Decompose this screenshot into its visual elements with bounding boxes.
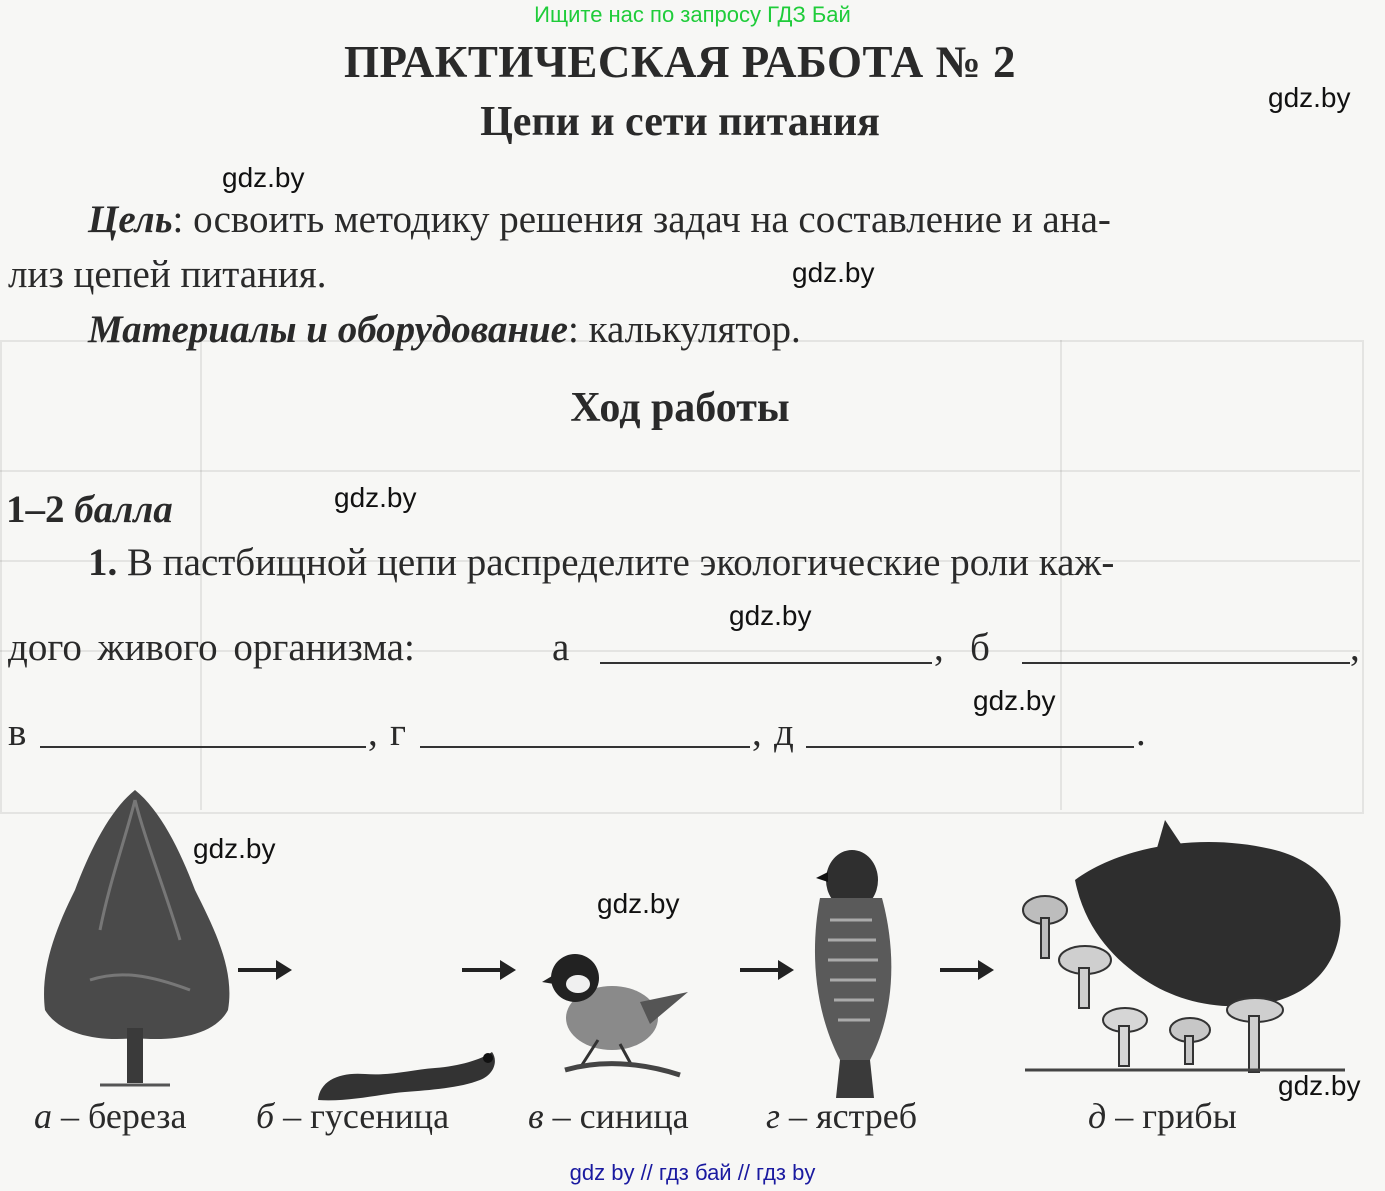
hawk-illustration xyxy=(800,840,910,1100)
goal-text: : освоить методику решения задач на составление и ана- xyxy=(172,198,1111,241)
blank-b[interactable] xyxy=(1022,662,1350,664)
caption-caterpillar: б – гусеница xyxy=(256,1096,450,1136)
caption-titmouse: в – синица xyxy=(528,1096,689,1136)
caption-letter: д xyxy=(1088,1096,1107,1136)
caption-letter: б xyxy=(256,1096,275,1136)
page-subtitle: Цепи и сети питания xyxy=(480,99,880,145)
goal-line-2: лиз цепей питания. xyxy=(8,253,327,296)
watermark: gdz.by xyxy=(222,162,305,193)
materials-label: Материалы и оборудование xyxy=(88,308,568,351)
caption-birch: а – береза xyxy=(34,1096,187,1136)
page-title: ПРАКТИЧЕСКАЯ РАБОТА № 2 xyxy=(344,37,1016,87)
blank-v-letter: в xyxy=(8,711,27,754)
mushrooms-illustration xyxy=(1015,810,1355,1090)
watermark: gdz.by xyxy=(597,888,680,919)
watermark: gdz.by xyxy=(334,482,417,513)
task1-text-2: дого живого организма: xyxy=(8,626,415,669)
points-label xyxy=(6,487,173,532)
watermark: gdz.by xyxy=(1268,82,1351,113)
blank-b-comma: , xyxy=(1350,626,1360,669)
arrow-3-icon xyxy=(738,955,798,985)
blank-g-comma: , xyxy=(752,711,762,754)
blank-v-comma: , xyxy=(368,711,378,754)
goal-label: Цель xyxy=(88,198,173,241)
caption-letter: в xyxy=(528,1096,544,1136)
blank-g[interactable] xyxy=(420,746,750,748)
blank-v[interactable] xyxy=(40,746,366,748)
caption-mushrooms: д – грибы xyxy=(1088,1096,1237,1136)
materials-text: : калькулятор. xyxy=(568,308,801,351)
arrow-2-icon xyxy=(460,955,520,985)
blank-b-letter: б xyxy=(970,626,990,669)
blank-d-letter: д xyxy=(774,711,794,754)
caption-letter: г xyxy=(766,1096,781,1136)
blank-g-letter: г xyxy=(390,711,406,754)
watermark: gdz.by xyxy=(973,685,1056,716)
task1-text: В пастбищной цепи распределите экологические роли каж- xyxy=(117,541,1115,584)
points-number: 1–2 xyxy=(6,488,65,531)
top-banner[interactable]: Ищите нас по запросу ГДЗ Бай xyxy=(534,2,851,27)
caption-hawk: г – ястреб xyxy=(766,1096,918,1136)
caption-name: гусеница xyxy=(310,1096,450,1136)
arrow-1-icon xyxy=(236,955,296,985)
watermark: gdz.by xyxy=(792,257,875,288)
blank-a[interactable] xyxy=(600,662,932,664)
procedure-heading: Ход работы xyxy=(570,385,790,431)
blank-d-period: . xyxy=(1136,711,1146,754)
task1-line-2 xyxy=(8,625,415,670)
blank-a-comma: , xyxy=(934,626,944,669)
task1-number: 1. xyxy=(88,541,118,584)
caption-name: ястреб xyxy=(816,1096,918,1136)
blank-d[interactable] xyxy=(806,746,1134,748)
caption-name: грибы xyxy=(1142,1096,1237,1136)
birch-tree-illustration xyxy=(30,780,240,1090)
footer-links[interactable]: gdz by // гдз бай // гдз by xyxy=(569,1160,816,1185)
caption-letter: а xyxy=(34,1096,52,1136)
watermark: gdz.by xyxy=(1278,1070,1361,1101)
arrow-4-icon xyxy=(938,955,998,985)
caption-name: береза xyxy=(88,1096,187,1136)
watermark: gdz.by xyxy=(729,600,812,631)
blank-a-letter: а xyxy=(552,626,570,669)
titmouse-illustration xyxy=(540,940,690,1090)
watermark: gdz.by xyxy=(193,833,276,864)
goal-line-1 xyxy=(88,197,1111,242)
caption-name: синица xyxy=(579,1096,689,1136)
materials-line xyxy=(88,307,801,352)
points-word: балла xyxy=(74,488,173,531)
task1-line-1 xyxy=(88,540,1114,585)
